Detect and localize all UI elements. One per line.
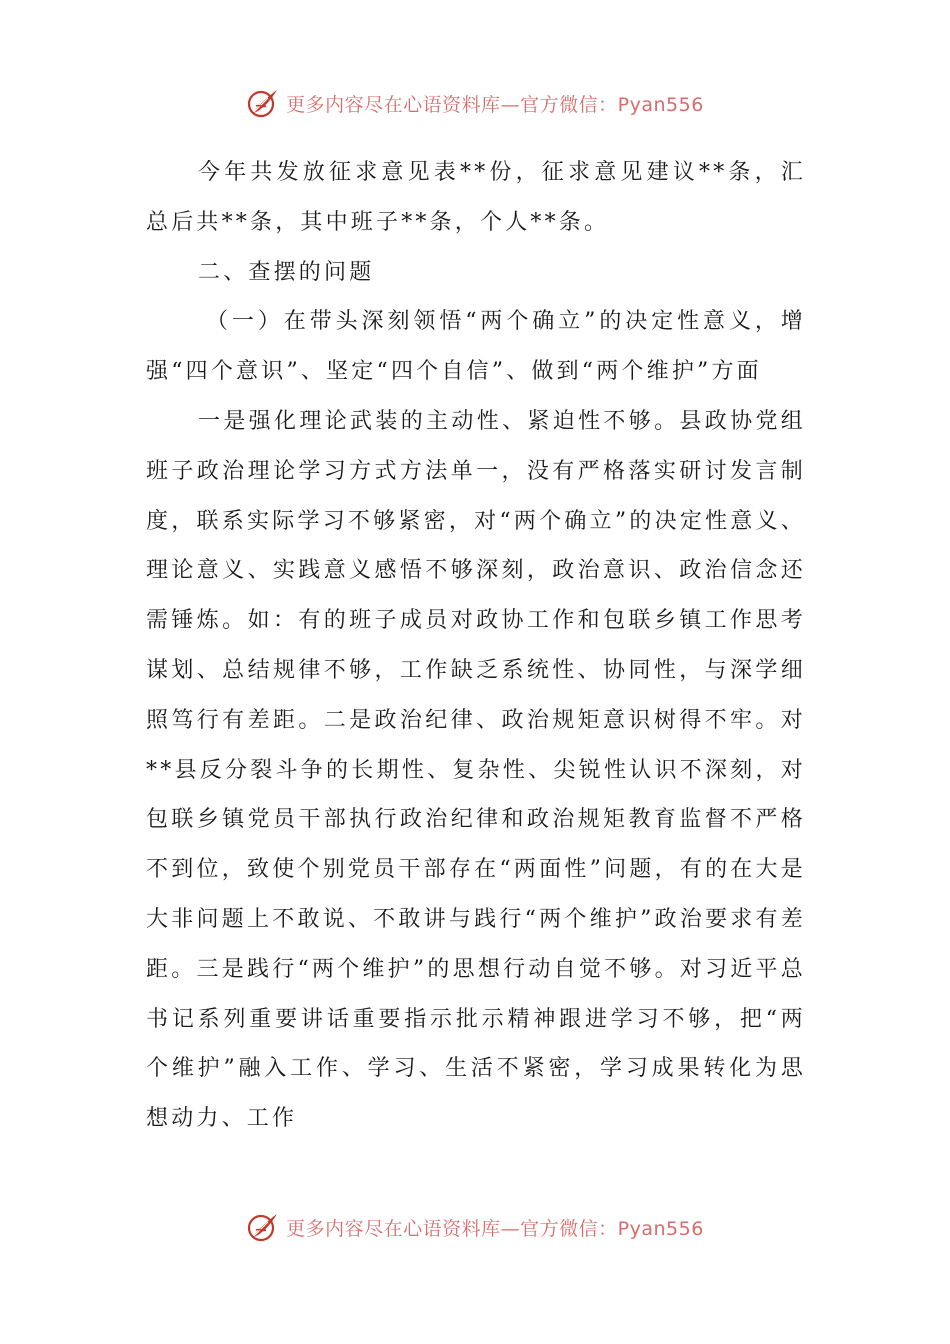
quill-pen-logo-icon [246,86,280,120]
document-body [146,148,806,1144]
paragraph-feedback-summary: 今年共发放征求意见表**份，征求意见建议**条，汇总后共**条，其中班子**条，个人**条。 [146,160,806,235]
header-watermark [0,86,950,120]
quill-pen-logo-icon [246,1210,280,1244]
watermark-text: 更多内容尽在心语资料库—官方微信：Pyan556 [286,1217,704,1240]
paragraph-problem-details: 一是强化理论武装的主动性、紧迫性不够。县政协党组班子政治理论学习方式方法单一，没有严格落实研讨发言制度，联系实际学习不够紧密，对“两个确立”的决定性意义、理论意义、实践意义感悟不够深刻，政治意识、政治信念还需锤炼。如：有的班子成员对政协工作和包联乡镇工作思考谋划、总结规律不够，工作缺乏系统性、协同性，与深学细照笃行有差距。二是政治纪律、政治规矩意识树得不牢。对**县反分裂斗争的长期性、复杂性、尖锐性认识不深刻，对包联乡镇党员干部执行政治纪律和政治规矩教育监督不严格不到位，致使个别党员干部存在“两面性”问题，有的在大是大非问题上不敢说、不敢讲与践行“两个维护”政治要求有差距。三是践行“两个维护”的思想行动自觉不够。对习近平总书记系列重要讲话重要指示批示精神跟进学习不够，把“两个维护”融入工作、学习、生活不紧密，学习成果转化为思想动力、工作 [146,408,806,1132]
watermark-text: 更多内容尽在心语资料库—官方微信：Pyan556 [286,93,704,116]
subsection-heading-1: （一）在带头深刻领悟“两个确立”的决定性意义，增强“四个意识”、坚定“四个自信”、做到“两个维护”方面 [146,309,806,385]
section-heading-problems: 二、查摆的问题 [198,259,375,285]
footer-watermark [0,1210,950,1244]
